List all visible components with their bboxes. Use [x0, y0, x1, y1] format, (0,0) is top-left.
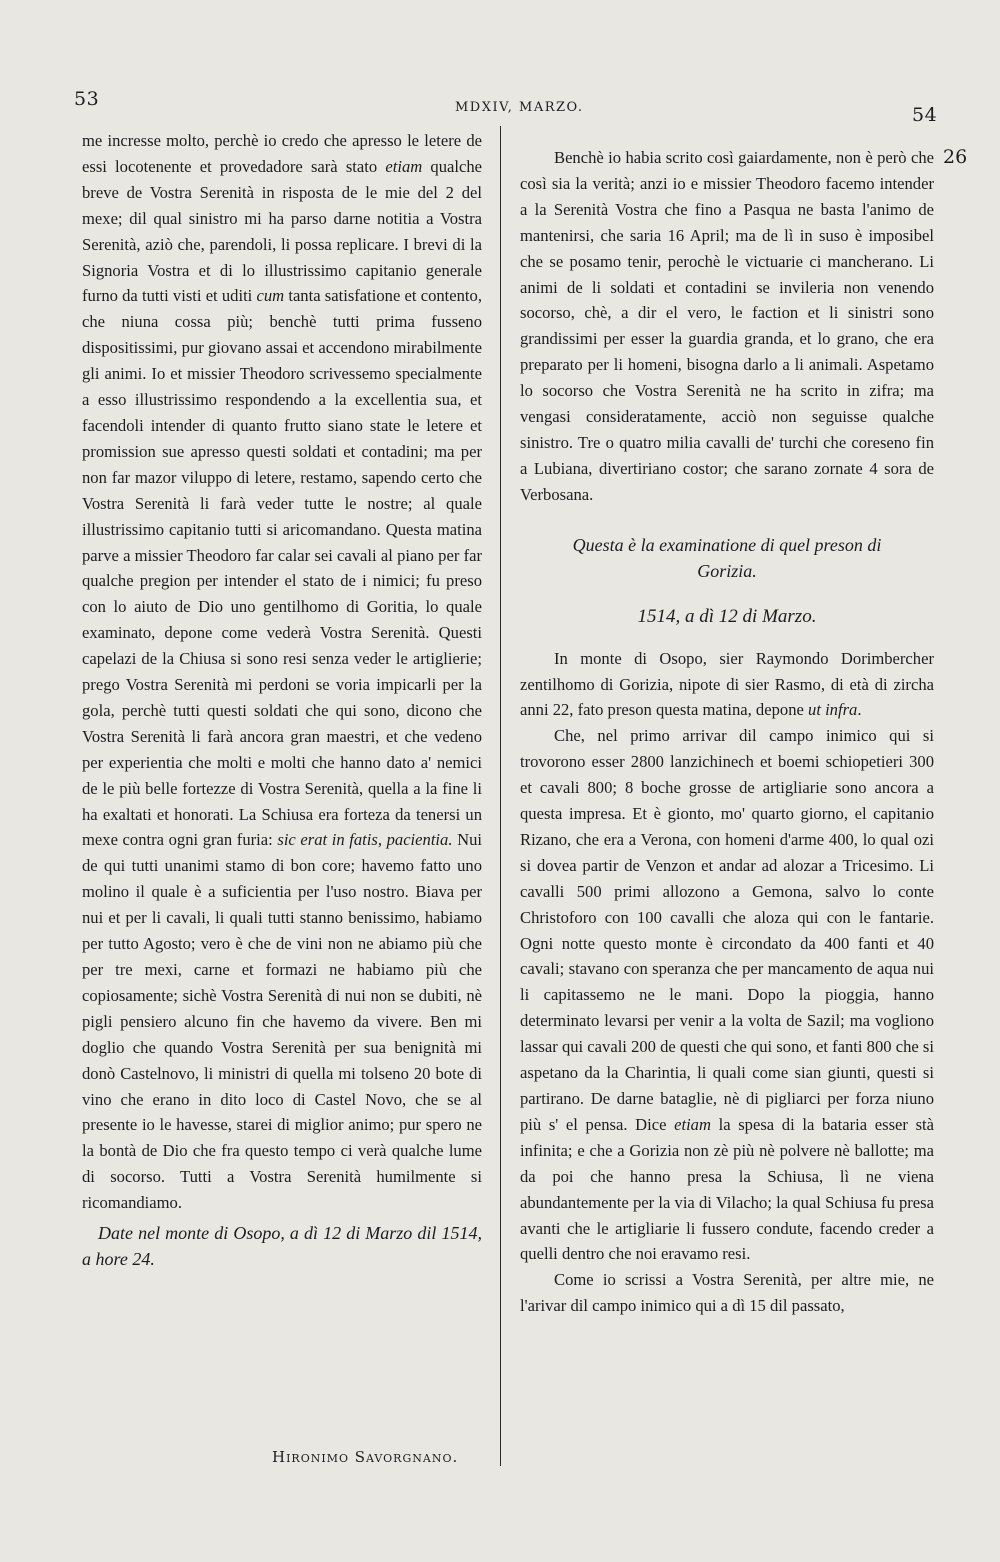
text-run: me incresse molto, perchè io credo che apresso le letere de essi locotenente et provedadore sarà stato: [82, 131, 482, 176]
column-divider: [500, 126, 501, 1466]
signature: Hironimo Savorgnano.: [272, 1448, 459, 1466]
left-column: [82, 128, 482, 1272]
dateline: Date nel monte di Osopo, a dì 12 di Marzo dil 1514, a hore 24.: [82, 1223, 482, 1270]
italic-term: cum: [256, 286, 285, 306]
left-paragraph: [82, 128, 482, 1216]
italic-term: sic erat in fatis, pacientia.: [277, 830, 453, 850]
italic-term: etiam: [385, 156, 423, 176]
text-run: Nui de qui tutti unanimi stamo di bon core; havemo fatto uno molino il quale è a suficientia per l'uso nostro. Biava per nui et per li cavali, li quali tutti stanno benissimo, habiamo per tutto Agosto; vero è che de vini non ne abiamo più che per tre mexi, carne et formazi ne habiamo più che copiosamente; sichè Vostra Serenità di nui non se dubiti, nè pigli pensiero alcuno fin che havemo da vivere. Ben mi doglio che quando Vostra Serenità per sua benignità mi donò Castelnovo, li ministri di quella mi tolseno 20 bote di vino che erano in dito loco di Castel Novo, che se al presente io le havesse, starei di miglior animo; pur spero ne la bontà de Dio che fra questo tempo ci verà qualche lume di socorso. Tutti a Vostra Serenità humilmente si ricomandiamo.: [82, 830, 482, 1213]
italic-term: etiam: [674, 1114, 711, 1134]
italic-term: ut infra: [808, 700, 858, 720]
running-title: MDXIV, MARZO.: [455, 100, 584, 115]
right-paragraph-3: [520, 723, 934, 1267]
section-heading: Questa è la examinatione di quel preson di Gorizia.: [572, 534, 882, 581]
right-paragraph-4: Come io scrissi a Vostra Serenità, per altre mie, ne l'arivar dil campo inimico qui a dì 15 dil passato,: [520, 1270, 934, 1316]
text-run: In monte di Osopo, sier Raymondo Dorimbercher zentilhomo di Gorizia, nipote di sier Rasmo, di età di zircha anni 22, fato preson questa matina, depone: [520, 648, 934, 720]
right-paragraph-2: [520, 646, 934, 724]
text-run: qualche breve de Vostra Serenità in risposta de le mie del 2 del mexe; dil qual sinistro mi ha parso darne notitia a Vostra Serenità, aziò che, parendoli, li possa replicare. I brevi di la Signoria Vostra et di lo illustrissimo capitanio generale furno da tutti visti et uditi: [82, 156, 483, 306]
margin-line-number: 26: [943, 146, 968, 168]
date-heading: 1514, a dì 12 di Marzo.: [637, 605, 817, 627]
right-page-number: 54: [912, 104, 938, 126]
text-run: Che, nel primo arrivar dil campo inimico qui si trovorono esser 2800 lanzichinech et boemi schiopetieri 300 et cavali 800; 8 boche grosse de artigliarie sono ancora a questa impresa. Et è gionto, mo' quarto giorno, el capitanio Rizano, che era a Verona, con homeni d'arme 400, lo qual ozi si dovea partir de Venzon et andar ad alozar a Tricesimo. Li cavalli 500 primi allozono a Gemona, salvo lo conte Christoforo con 100 cavalli che aloza qui con le fantarie. Ogni notte questo monte è circondato da 400 fanti et 40 cavali; stavano con speranza che per mancamento de aqua nui li capitassemo ne le mani. Dopo la pioggia, hanno determinato levarsi per venir a la volta de Sazil; ma vogliono lassar qui cavali 200 de questi che qui sono, et fanti 800 che si aspetano da la Charintia, li quali come sian giunti, questi si partirano. De darne bataglie, nè di pigliarci per forza niuno più s' el pensa. Dice: [520, 726, 934, 1134]
right-paragraph-1: Benchè io habia scrito così gaiardamente, non è però che così sia la verità; anzi io e missier Theodoro facemo intender a la Serenità Vostra che fino a Pasqua ne basta l'animo de mantenirsi, che saria 16 April; ma de lì in suso è imposibel che se posamo tenir, perochè le victuarie ci mancherano. Li animi de li soldati et contadini se invileria non venendo socorso, chè, a dir el vero, le faction et li sinistri sono grandissimi per esser la guardia granda, et lo grano, che era preparato per li homeni, bisogna darlo a li animali. Aspetamo lo socorso che Vostra Serenità ne ha scrito in zifra; ma vengasi consideratamente, acciò non seguisse qualche sinistro. Tre o quatro milia cavalli de' turchi che coreseno fin a Lubiana, divertiriano costor; che sarano zornate 4 sora de Verbosana.: [520, 148, 934, 504]
text-run: la spesa di la bataria esser stà infinita; e che a Gorizia non zè più nè polvere nè ballotte; ma da poi che hanno presa la Schiusa, lì ne viena abundantemente per la via di Vilacho; la qual Schiusa fu presa avanti che le artigliarie li fussero condute, facendo creder a quelli dentro che noi eravamo resi.: [520, 1114, 934, 1264]
right-column: [520, 145, 934, 1319]
text-run: tanta satisfatione et contento, che niuna cossa più; benchè tutti prima fusseno dispositissimi, pur giovano assai et accendono mirabilmente gli animi. Io et missier Theodoro scrivessemo specialmente a esso illustrissimo respondendo a la excellentia sua, et facendoli intender di quanto frutto siano state le letere et promission sue apresso questi soldati et contadini; ma per non far mazor viluppo di letere, restamo, sapendo certo che Vostra Serenità li farà veder tutte le nostre; al quale illustrissimo capitanio tutti si aricomandano. Questa matina parve a missier Theodoro far calar sei cavali al piano per far qualche pregion per intender el stato de i nimici; fu preso con lo aiuto de Dio uno gentilhomo di Goritia, lo quale examinato, depone come vederà Vostra Serenità. Questi capelazi de la Chiusa si sono resi senza veder le artiglierie; prego Vostra Serenità mi perdoni se voria impicarli per la gola, perchè tutti questi soldati che qui sono, dicono che Vostra Serenità li farà ancora gran maestri, et che vedeno per experientia che molti e molti che hanno dato a' nemici de le più belle fortezze di Vostra Serenità, quella a la fine li ha exaltati et honorati. La Schiusa era forteza da tenersi un mexe contra ogni gran furia:: [82, 286, 482, 850]
text-run: .: [857, 700, 862, 720]
left-page-number: 53: [74, 88, 100, 110]
